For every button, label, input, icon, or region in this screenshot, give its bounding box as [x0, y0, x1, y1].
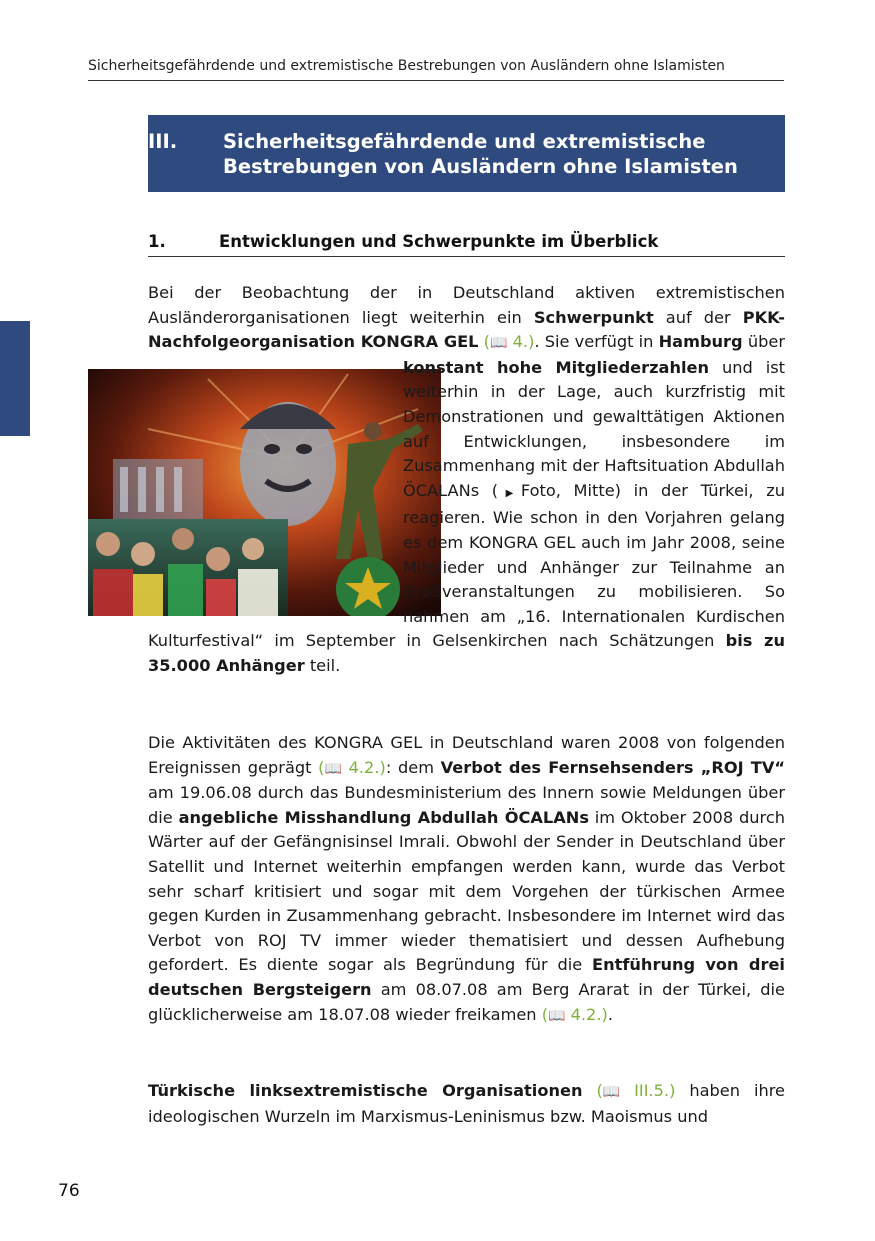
emphasis-verbot: Verbot des Fernsehsenders „ROJ TV“ — [440, 757, 785, 777]
triangle-right-icon: ▶ — [498, 487, 521, 499]
photo-spacer — [88, 362, 403, 612]
emphasis-entfuehrung: Entführung von drei deutschen Bergsteigern — [148, 955, 785, 999]
section-heading — [148, 232, 785, 257]
paragraph-3: Türkische linksextremistische Organisationen (📖 III.5.) haben ihre ideologischen Wurzeln im Marxismus-Leninismus bzw. Maoismus und — [148, 1081, 785, 1126]
emphasis-pkk-organisation: PKK-Nachfolgeorganisation KONGRA GEL — [148, 307, 785, 352]
cross-reference[interactable]: (📖 III.5.) — [582, 1081, 675, 1100]
paragraph-1: Bei der Beobachtung der in Deutschland aktiven extremistischen Ausländerorganisationen liegt weiterhin ein Schwerpunkt auf der PKK-Nachfolgeorganisation KONGRA GEL (📖 4.). Sie verfügt in Hamburg über konstant hohe Mitgliederzahlen und ist weiterhin in der Lage, auch kurzfristig mit Demonstrationen und gewalttätigen Aktionen auf Entwicklungen, insbesondere im Zusammenhang mit der Haftsituation Abdullah ÖCALANs (▶Foto, Mitte) in der Türkei, zu reagieren. Wie schon in den Vorjahren gelang es dem KONGRA GEL auch im Jahr 2008, seine Mitglieder und Anhänger zur Teilnahme an Großveranstaltungen zu mobilisieren. So nahmen am „16. Internationalen Kurdischen Kulturfestival“ im September in Gelsenkirchen nach Schätzungen bis zu 35.000 Anhänger teil. — [148, 281, 785, 679]
chapter-number: III. — [148, 130, 178, 153]
emphasis-anhaenger: bis zu 35.000 Anhänger — [148, 631, 785, 675]
running-header: Sicherheitsgefährdende und extremistische Bestrebungen von Ausländern ohne Islamisten — [88, 58, 784, 81]
book-icon: 📖 — [548, 1007, 566, 1024]
emphasis-hamburg: Hamburg — [658, 332, 743, 352]
chapter-title: Sicherheitsgefährdende und extremistische Bestrebungen von Ausländern ohne Islamisten — [223, 130, 738, 178]
emphasis-schwerpunkt: Schwerpunkt — [533, 307, 654, 327]
cross-reference[interactable]: (📖 4. — [478, 332, 528, 351]
cross-reference[interactable]: (📖 4.2.) — [542, 1005, 608, 1024]
book-icon: 📖 — [490, 335, 508, 352]
section-title: Entwicklungen und Schwerpunkte im Überblick — [219, 232, 659, 251]
paragraph-2: Die Aktivitäten des KONGRA GEL in Deutschland waren 2008 von folgenden Ereignissen geprägt (📖 4.2.): dem Verbot des Fernsehsenders „ROJ TV“ am 19.06.08 durch das Bundesministerium des Innern sowie Meldungen über die angebliche Misshandlung Abdullah ÖCALANs im Oktober 2008 durch Wärter auf der Gefängnisinsel Imrali. Obwohl der Sender in Deutschland über Satellit und Internet weiterhin empfangen werden kann, wurde das Verbot sehr scharf kritisiert und sogar mit dem Vorgehen der türkischen Armee gegen Kurden in Zusammenhang gebracht. Insbesondere im Internet wird das Verbot von ROJ TV immer wieder thematisiert und dessen Aufhebung gefordert. Es diente sogar als Begründung für die Entführung von drei deutschen Bergsteigern am 08.07.08 am Berg Ararat in der Türkei, die glücklicherweise am 18.07.08 wieder freikamen (📖 4.2.). — [148, 731, 785, 1028]
cross-reference[interactable]: (📖 4.2.) — [318, 758, 386, 777]
side-tab-marker — [0, 321, 30, 436]
book-icon: 📖 — [324, 760, 342, 777]
page-number: 76 — [58, 1181, 80, 1201]
emphasis-misshandlung: angebliche Misshandlung Abdullah ÖCALANs — [178, 807, 589, 827]
emphasis-mitgliederzahlen: konstant hohe Mitgliederzahlen — [403, 357, 710, 377]
section-number: 1. — [148, 232, 166, 251]
chapter-heading-box — [148, 115, 785, 192]
emphasis-tuerkische-organisationen: Türkische linksextremistische Organisationen — [148, 1081, 583, 1100]
book-icon: 📖 — [602, 1084, 621, 1100]
